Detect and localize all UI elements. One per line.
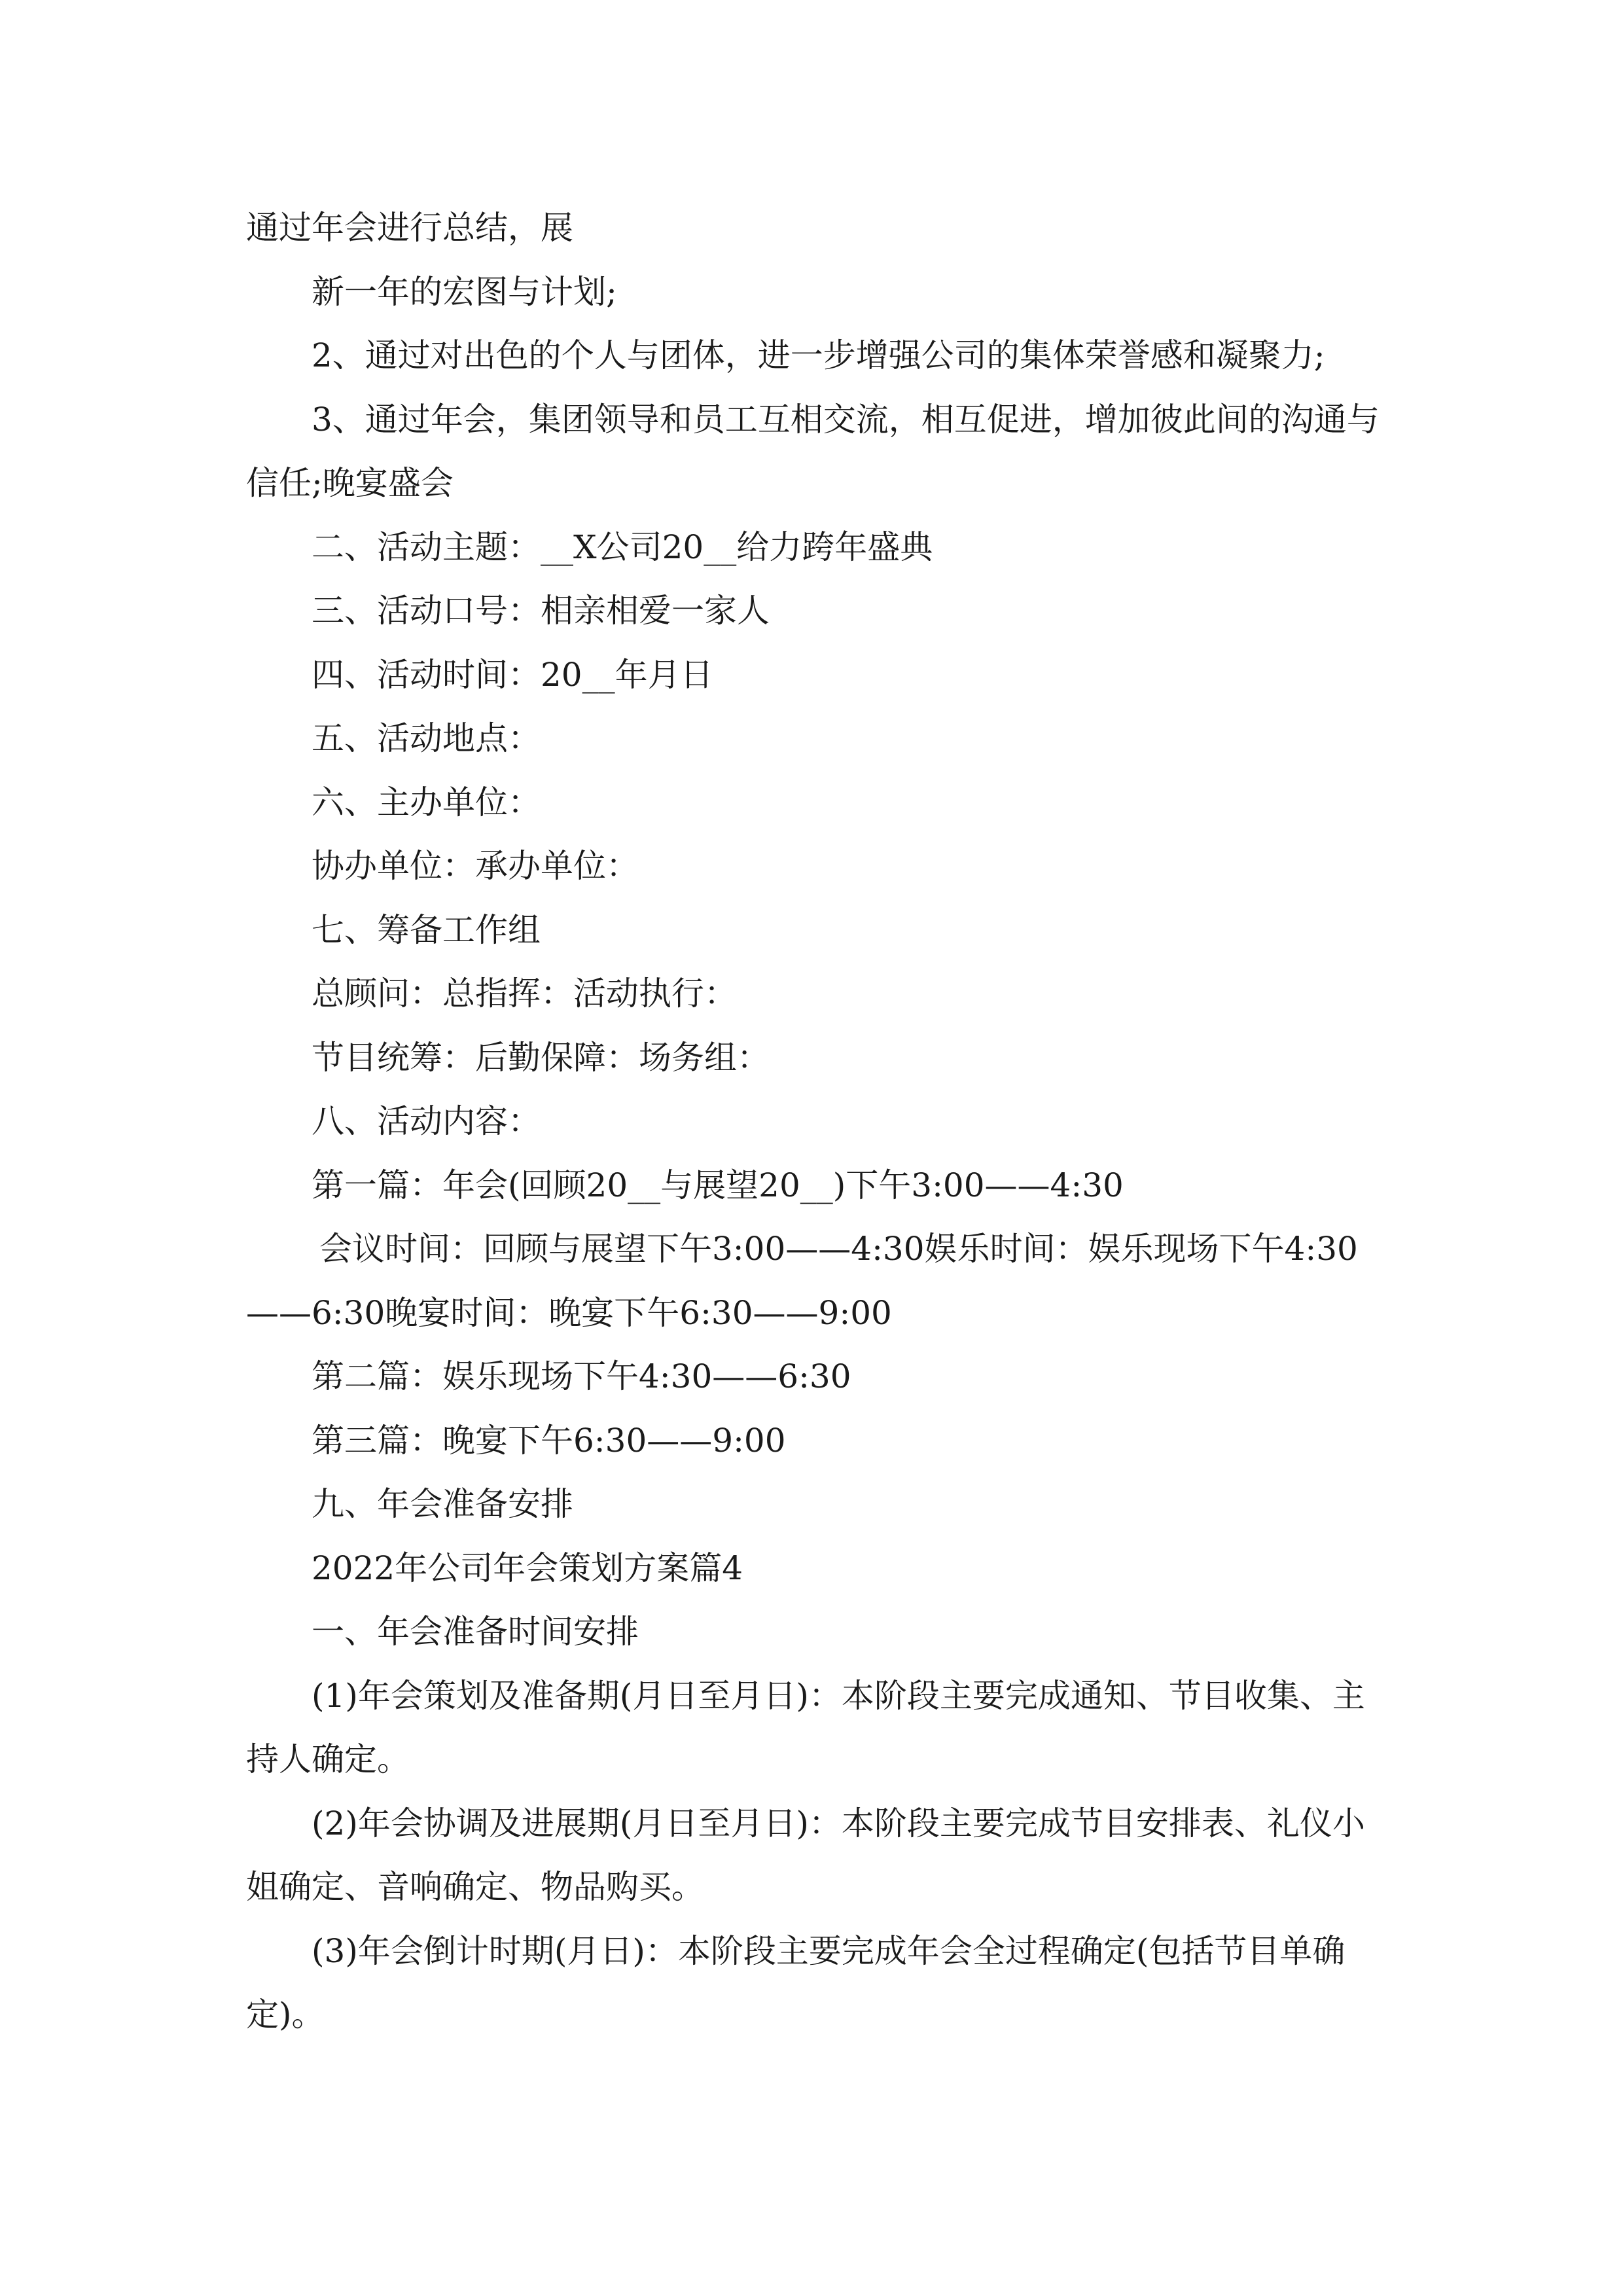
paragraph-4: 3、通过年会，集团领导和员工互相交流，相互促进，增加彼此间的沟通与信任;晚宴盛会 <box>246 400 1380 502</box>
section-title-plan-4: 2022年公司年会策划方案篇4 <box>312 1549 743 1587</box>
document-body <box>246 196 1385 2047</box>
part-two-line: 第二篇：娱乐现场下午4:30——6:30 <box>312 1357 851 1395</box>
phase-1-paragraph: (1)年会策划及准备期(月日至月日)：本阶段主要完成通知、节目收集、主持人确定。 <box>246 1676 1365 1778</box>
heading-activity-location: 五、活动地点： <box>312 719 541 757</box>
heading-preparation-team: 七、筹备工作组 <box>312 910 541 949</box>
heading-activity-theme: 二、活动主题：__X公司20__给力跨年盛典 <box>312 528 933 566</box>
paragraph-1: 通过年会进行总结，展 <box>246 209 573 247</box>
co-organizer-line: 协办单位：承办单位： <box>312 847 639 885</box>
schedule-paragraph: 会议时间：回顾与展望下午3:00——4:30娱乐时间：娱乐现场下午4:30——6:30晚宴时间：晚宴下午6:30——9:00 <box>246 1230 1358 1332</box>
phase-2-paragraph: (2)年会协调及进展期(月日至月日)：本阶段主要完成节目安排表、礼仪小姐确定、音响确定、物品购买。 <box>246 1804 1365 1906</box>
heading-activity-content: 八、活动内容： <box>312 1102 541 1140</box>
part-three-line: 第三篇：晚宴下午6:30——9:00 <box>312 1421 786 1460</box>
heading-activity-slogan: 三、活动口号：相亲相爱一家人 <box>312 592 770 630</box>
paragraph-2: 新一年的宏图与计划; <box>312 272 617 311</box>
team-roles-line-1: 总顾问：总指挥：活动执行： <box>312 975 737 1013</box>
heading-preparation-arrangement: 九、年会准备安排 <box>312 1485 573 1523</box>
paragraph-3: 2、通过对出色的个人与团体，进一步增强公司的集体荣誉感和凝聚力; <box>312 336 1325 374</box>
team-roles-line-2: 节目统筹：后勤保障：场务组： <box>312 1038 770 1077</box>
heading-organizer: 六、主办单位： <box>312 783 541 821</box>
part-one-line: 第一篇：年会(回顾20__与展望20__)下午3:00——4:30 <box>312 1166 1124 1204</box>
heading-time-arrangement: 一、年会准备时间安排 <box>312 1613 639 1651</box>
heading-activity-time: 四、活动时间：20__年月日 <box>312 655 713 694</box>
phase-3-paragraph: (3)年会倒计时期(月日)：本阶段主要完成年会全过程确定(包括节目单确定)。 <box>246 1931 1346 2034</box>
